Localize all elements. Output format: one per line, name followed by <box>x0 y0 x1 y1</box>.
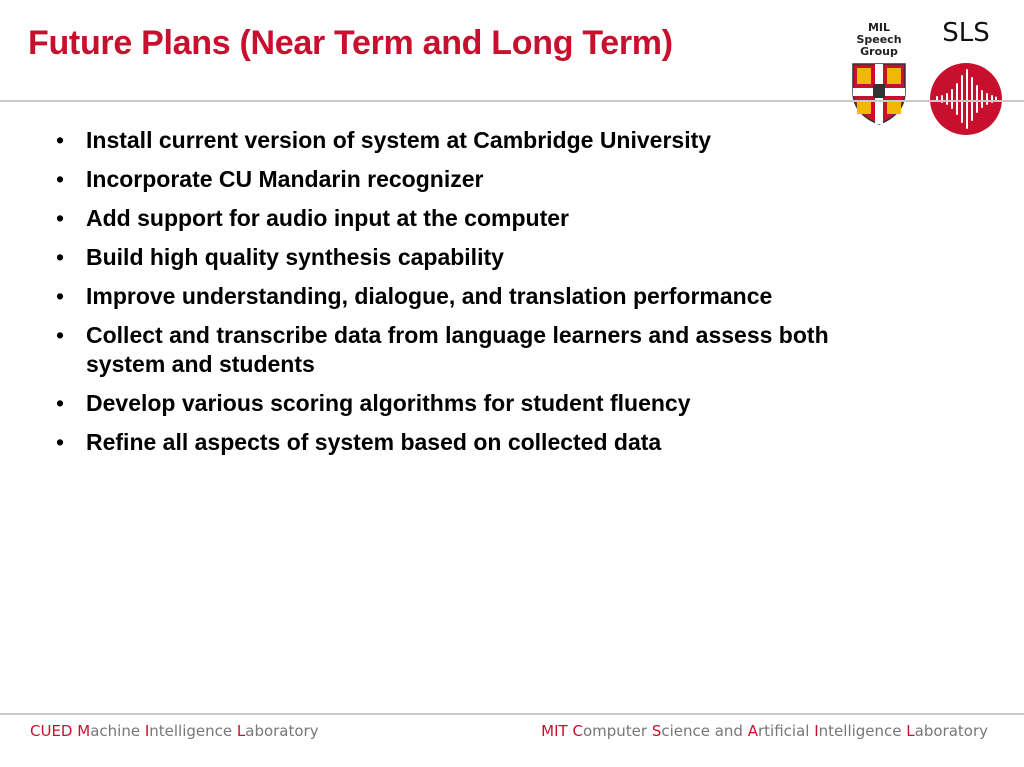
footer-segment: rtificial <box>758 722 815 740</box>
bullet-text: Refine all aspects of system based on collected data <box>86 429 662 455</box>
footer-segment: ntelligence <box>149 722 237 740</box>
bullet-text: Build high quality synthesis capability <box>86 244 504 270</box>
sls-logo-label: SLS <box>942 18 990 48</box>
footer-segment: omputer <box>582 722 652 740</box>
footer-segment: L <box>906 722 915 740</box>
slide-title: Future Plans (Near Term and Long Term) <box>28 24 673 62</box>
bullet-text: Develop various scoring algorithms for student fluency <box>86 390 691 416</box>
list-item <box>52 204 842 233</box>
bullet-icon: • <box>56 205 65 231</box>
mil-logo-line1: MIL <box>867 21 891 34</box>
bullet-list <box>52 126 842 467</box>
list-item <box>52 165 842 194</box>
bullet-text: Incorporate CU Mandarin recognizer <box>86 166 484 192</box>
footer-segment: CUED <box>30 722 78 740</box>
bullet-text: Install current version of system at Cambridge University <box>86 127 712 153</box>
footer-segment: ntelligence <box>818 722 907 740</box>
footer-segment: achine <box>90 722 145 740</box>
footer-segment: aboratory <box>914 722 988 740</box>
list-item <box>52 321 842 379</box>
footer-segment: S <box>651 722 662 740</box>
bullet-icon: • <box>56 283 65 309</box>
mil-speech-group-logo <box>844 22 914 126</box>
bullet-text: Improve understanding, dialogue, and translation performance <box>86 283 773 309</box>
list-item <box>52 282 842 311</box>
bullet-icon: • <box>56 244 65 270</box>
header-divider <box>0 100 1024 102</box>
bullet-icon: • <box>56 322 65 348</box>
cambridge-shield-icon <box>851 62 907 126</box>
bullet-icon: • <box>56 429 65 455</box>
list-item <box>52 243 842 272</box>
bullet-text: Add support for audio input at the computer <box>86 205 569 231</box>
footer-segment: L <box>236 722 246 740</box>
footer-segment: cience and <box>661 722 748 740</box>
list-item <box>52 126 842 155</box>
bullet-icon: • <box>56 127 65 153</box>
bullet-icon: • <box>56 390 65 416</box>
footer-segment: MIT <box>541 722 573 740</box>
footer-segment: C <box>572 722 583 740</box>
bullet-icon: • <box>56 166 65 192</box>
bullet-text: Collect and transcribe data from language learners and assess both system and students <box>86 322 829 377</box>
sls-logo <box>928 18 1004 136</box>
mil-logo-line2: Speech <box>856 33 902 46</box>
footer-left-text <box>30 722 319 740</box>
footer-divider <box>0 713 1024 715</box>
list-item <box>52 389 842 418</box>
footer-right-text <box>541 722 988 740</box>
footer-segment: A <box>747 722 758 740</box>
footer-segment: I <box>144 722 150 740</box>
list-item <box>52 428 842 457</box>
footer-segment: I <box>814 722 819 740</box>
footer-segment: M <box>77 722 91 740</box>
footer-segment: aboratory <box>245 722 319 740</box>
mil-logo-line3: Group <box>860 45 898 58</box>
waveform-circle-icon <box>929 62 1003 136</box>
